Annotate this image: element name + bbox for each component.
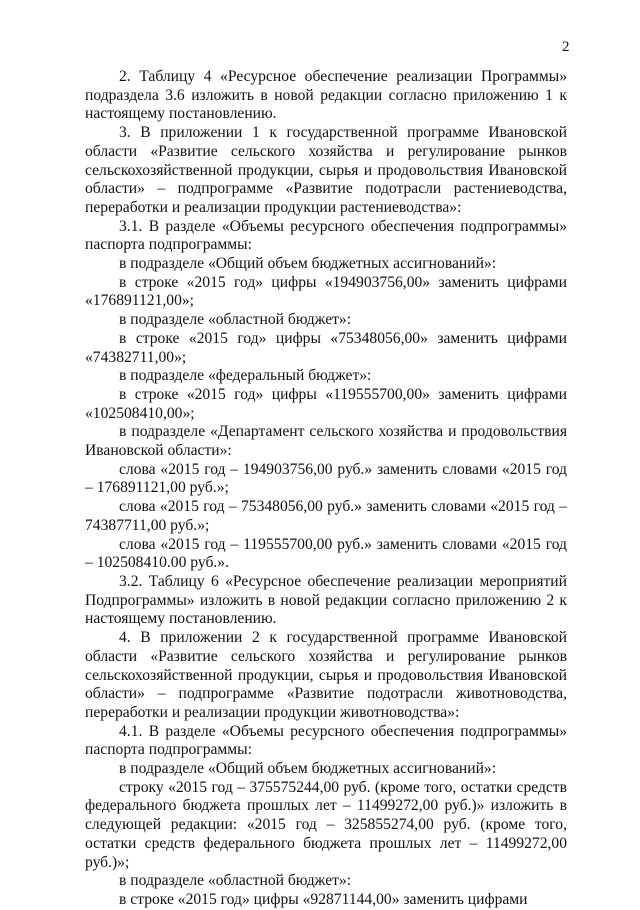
paragraph: в подразделе «федеральный бюджет»: xyxy=(119,367,372,385)
paragraph: 3.2. Таблицу 6 «Ресурсное обеспечение реализации мероприятий Подпрограммы» изложить в новой редакции согласно приложению 2 к настоящему постановлению. xyxy=(85,572,567,628)
paragraph: в строке «2015 год» цифры «119555700,00» заменить цифрами «102508410,00»; xyxy=(85,385,567,422)
paragraph: в подразделе «областной бюджет»: xyxy=(119,872,352,890)
paragraph: в подразделе «Департамент сельского хозяйства и продовольствия Ивановской области»: xyxy=(85,423,567,460)
paragraph: в подразделе «областной бюджет»: xyxy=(119,311,352,329)
paragraph: в подразделе «Общий объем бюджетных ассигнований»: xyxy=(119,255,497,273)
paragraph: 3. В приложении 1 к государственной программе Ивановской области «Развитие сельского хозяйства и регулирование рынков сельскохозяйственной продукции, сырья и продовольствия Ивановской области» – подпрограмме «Развитие подотрасли растениеводства, переработки и реализации продукции растениеводства»: xyxy=(85,124,567,216)
paragraph: 2. Таблицу 4 «Ресурсное обеспечение реализации Программы» подраздела 3.6 изложить в новой редакции согласно приложению 1 к настоящему постановлению. xyxy=(85,68,567,123)
paragraph: слова «2015 год – 75348056,00 руб.» заменить словами «2015 год – 74387711,00 руб.»; xyxy=(85,498,567,534)
document-body xyxy=(85,68,567,910)
paragraph: слова «2015 год – 194903756,00 руб.» заменить словами «2015 год – 176891121,00 руб.»; xyxy=(85,460,567,497)
paragraph: 3.1. В разделе «Объемы ресурсного обеспечения подпрограммы» паспорта подпрограммы: xyxy=(85,217,567,254)
paragraph: в подразделе «Общий объем бюджетных ассигнований»: xyxy=(119,760,497,778)
paragraph: в строке «2015 год» цифры «75348056,00» заменить цифрами «74382711,00»; xyxy=(85,329,567,366)
paragraph: слова «2015 год – 119555700,00 руб.» заменить словами «2015 год – 102508410.00 руб.». xyxy=(85,535,567,572)
paragraph: 4. В приложении 2 к государственной программе Ивановской области «Развитие сельского хозяйства и регулирование рынков сельскохозяйственной продукции, сырья и продовольствия Ивановской области» – подпрограмме «Развитие подотрасли животноводства, переработки и реализации продукции животноводства»: xyxy=(85,629,567,721)
page-number: 2 xyxy=(562,39,570,55)
paragraph: в строке «2015 год» цифры «92871144,00» заменить цифрами xyxy=(119,890,528,908)
paragraph: строку «2015 год – 375575244,00 руб. (кроме того, остатки средств федерального бюджета прошлых лет – 11499272,00 руб.)» изложить в следующей редакции: «2015 год – 325855274,00 руб. (кроме того, остатки средств федерального бюджета прошлых лет – 11499272,00 руб.)»; xyxy=(85,778,567,871)
paragraph: в строке «2015 год» цифры «194903756,00» заменить цифрами «176891121,00»; xyxy=(85,273,567,310)
paragraph: 4.1. В разделе «Объемы ресурсного обеспечения подпрограммы» паспорта подпрограммы: xyxy=(85,722,567,759)
